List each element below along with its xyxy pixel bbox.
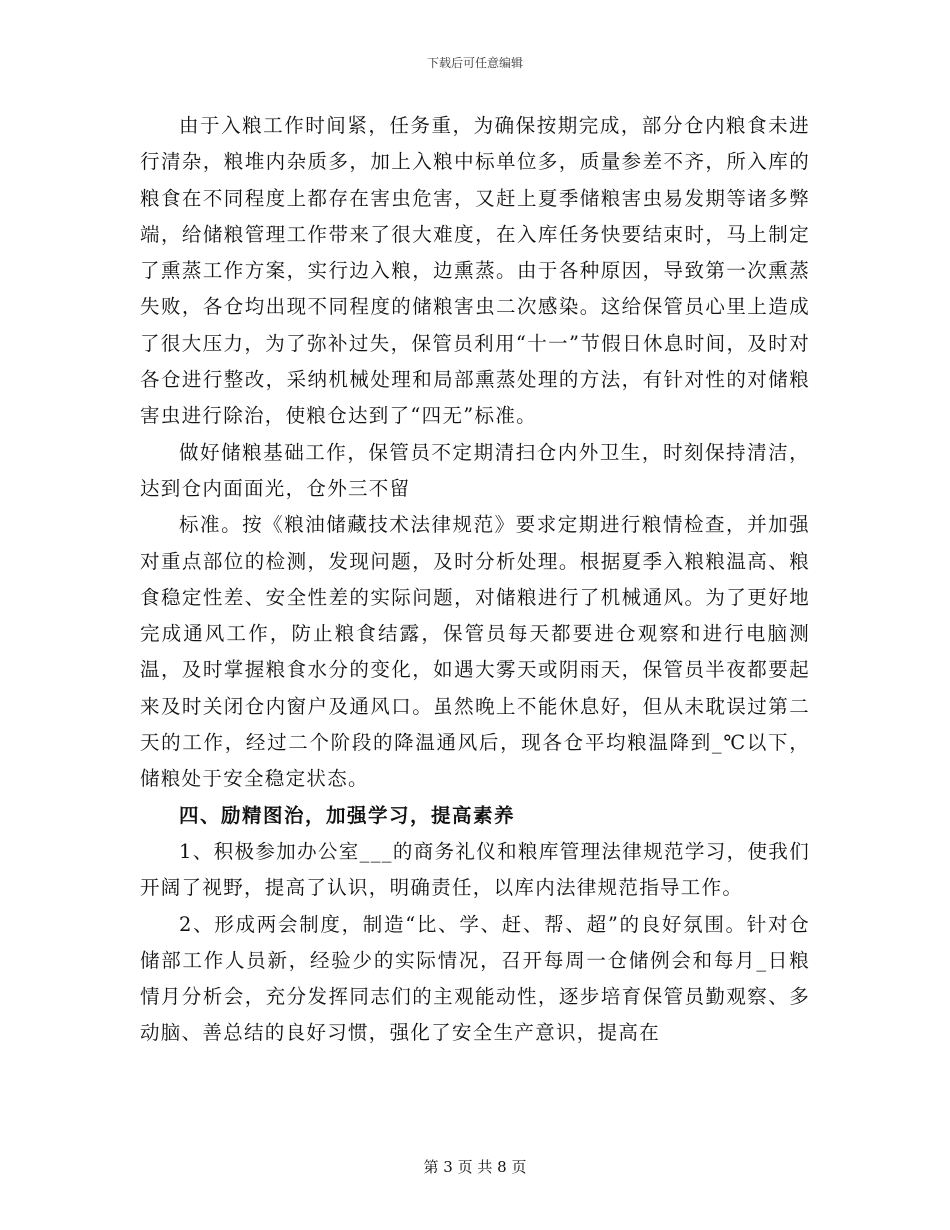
document-body (140, 108, 810, 1052)
section-heading-four: 四、励精图治，加强学习，提高素养 (179, 803, 516, 827)
page-header-note: 下载后可任意编辑 (426, 56, 523, 70)
paragraph-study: 1、积极参加办公室___的商务礼仪和粮库管理法律规范学习，使我们开阔了视野，提高了认识，明确责任，以库内法律规范指导工作。 (140, 839, 810, 900)
paragraph-fumigation: 由于入粮工作时间紧，任务重，为确保按期完成，部分仓内粮食未进行清杂，粮堆内杂质多，加上入粮中标单位多，质量参差不齐，所入库的粮食在不同程度上都存在害虫危害，又赶上夏季储粮害虫易发期等诸多弊端，给储粮管理工作带来了很大难度，在入库任务快要结束时，马上制定了熏蒸工作方案，实行边入粮，边熏蒸。由于各种原因，导致第一次熏蒸失败，各仓均出现不同程度的储粮害虫二次感染。这给保管员心里上造成了很大压力，为了弥补过失，保管员利用“十一”节假日休息时间，及时对各仓进行整改，采纳机械处理和局部熏蒸处理的方法，有针对性的对储粮害虫进行除治，使粮仓达到了“四无”标准。 (140, 114, 810, 428)
page-number: 第 3 页 共 8 页 (423, 1158, 527, 1176)
paragraph-inspection: 标准。按《粮油储藏技术法律规范》要求定期进行粮情检查，并加强对重点部位的检测，发现问题，及时分析处理。根据夏季入粮粮温高、粮食稳定性差、安全性差的实际问题，对储粮进行了机械通风。为了更好地完成通风工作，防止粮食结露，保管员每天都要进仓观察和进行电脑测温，及时掌握粮食水分的变化，如遇大雾天或阴雨天，保管员半夜都要起来及时关闭仓内窗户及通风口。虽然晚上不能休息好，但从未耽误过第二天的工作，经过二个阶段的降温通风后，现各仓平均粮温降到_℃以下，储粮处于安全稳定状态。 (140, 513, 810, 791)
paragraph-meetings: 2、形成两会制度，制造“比、学、赶、帮、超”的良好氛围。针对仓储部工作人员新，经验少的实际情况，召开每周一仓储例会和每月_日粮情月分析会，充分发挥同志们的主观能动性，逐步培育保管员勤观察、多动脑、善总结的良好习惯，强化了安全生产意识，提高在 (140, 912, 810, 1045)
paragraph-cleaning: 做好储粮基础工作，保管员不定期清扫仓内外卫生，时刻保持清洁，达到仓内面面光，仓外三不留 (140, 440, 810, 500)
